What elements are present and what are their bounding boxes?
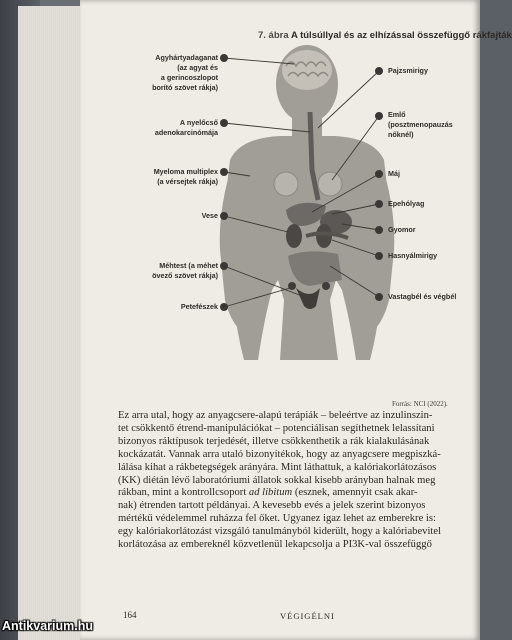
- body-line: tet csökkentő étrend-manipulációkat – potenciálisan segíthetnek lelassítani: [118, 422, 435, 434]
- body-line: mértékű védelemmel ruházza fel őket. Ugyanez igaz lehet az emberekre is:: [118, 513, 436, 525]
- label-myeloma: [138, 167, 218, 187]
- label-line: Pajzsmirigy: [388, 66, 428, 75]
- label-uterus: [138, 261, 218, 281]
- figure-title: [258, 30, 512, 41]
- label-gallbladder: [388, 199, 424, 209]
- label-meningioma: [138, 53, 218, 93]
- label-line: Gyomor: [388, 225, 416, 234]
- kidney-organ-left: [286, 224, 302, 248]
- ovary-organ-left: [288, 282, 296, 290]
- label-line: adenokarcinómája: [154, 128, 218, 137]
- label-marker: [220, 303, 228, 311]
- label-marker: [220, 119, 228, 127]
- label-line: Hasnyálmirigy: [388, 251, 438, 260]
- label-line: a gerincoszlopot: [160, 73, 218, 82]
- body-line: (KK) diétán lévő laboratóriumi állatok sokkal kisebb arányban halnak meg: [118, 474, 436, 486]
- body-paragraph: [118, 410, 474, 552]
- label-pancreas: [388, 251, 437, 261]
- label-marker: [375, 67, 383, 75]
- label-line: nőknél): [388, 130, 414, 139]
- label-line: (posztmenopauzás: [388, 120, 453, 129]
- label-line: Vese: [201, 211, 218, 220]
- label-stomach: [388, 225, 416, 235]
- body-line: rákban, mint a kontrollcsoport ad libitum (esznek, amennyit csak akar-: [118, 487, 418, 499]
- body-line: lálása kihat a rákbetegségek arányára. Mint láthattuk, a kalóriakorlátozásos: [118, 461, 437, 473]
- figure-number: 7. ábra: [258, 30, 289, 41]
- page-number: 164: [123, 610, 137, 620]
- label-line: Méhtest (a méhet: [159, 261, 218, 270]
- label-line: borító szövet rákja): [152, 83, 218, 92]
- label-thyroid: [388, 66, 428, 76]
- label-marker: [375, 252, 383, 260]
- body-silhouette: [220, 45, 395, 360]
- label-line: Epehólyag: [388, 199, 425, 208]
- label-colorectal: [388, 292, 456, 302]
- book-page: [80, 0, 512, 640]
- figure-source: Forrás: NCI (2022).: [392, 400, 448, 408]
- body-line: kockázatát. Vannak arra utaló bizonyítékok, hogy az anyagcsere megpiszká-: [118, 448, 441, 460]
- label-marker: [375, 226, 383, 234]
- label-marker: [220, 54, 228, 62]
- watermark-logo: Antikvarium.hu: [2, 619, 93, 633]
- label-kidney: [138, 211, 218, 221]
- ovary-organ-right: [322, 282, 330, 290]
- body-line: korlátozása az embereknél közvetlenül lekapcsolja a PI3K-val összefüggő: [118, 539, 432, 551]
- body-line: nak) étrenden tartott példányai. A kevesebb evés a jelek szerint bizonyos: [118, 500, 426, 512]
- label-marker: [220, 212, 228, 220]
- body-line: bizonyos ráktípusok terjedését, illetve csökkenthetik a rák kialakulásának: [118, 435, 430, 447]
- label-line: övező szövet rákja): [152, 271, 218, 280]
- breast-organ-left: [274, 172, 298, 196]
- label-line: A nyelőcső: [179, 118, 218, 127]
- label-line: Petefészek: [180, 302, 218, 311]
- breast-organ-right: [318, 172, 342, 196]
- label-marker: [375, 112, 383, 120]
- running-head: VÉGIGÉLNI: [280, 611, 335, 621]
- label-line: Myeloma multiplex: [153, 167, 218, 176]
- kidney-organ-right: [316, 224, 332, 248]
- label-esophagus: [138, 118, 218, 138]
- label-line: (az agyat és: [177, 63, 218, 72]
- label-line: Emlő: [388, 110, 406, 119]
- figure-title-text: A túlsúllyal és az elhízással összefüggő rákfajták: [290, 30, 512, 41]
- brain-organ: [282, 50, 332, 90]
- page-stack-edge: [18, 6, 82, 640]
- body-line: egy kalóriakorlátozást vizsgáló tanulmányból kiderült, hogy a kalóriabevitel: [118, 526, 442, 538]
- label-marker: [375, 293, 383, 301]
- italic-phrase: ad libitum: [248, 487, 293, 499]
- label-marker: [375, 170, 383, 178]
- label-marker: [220, 168, 228, 176]
- label-ovary: [138, 302, 218, 312]
- label-line: Agyhártyadaganat: [155, 53, 218, 62]
- label-line: (a vérsejtek rákja): [157, 177, 218, 186]
- label-marker: [220, 262, 228, 270]
- label-liver: [388, 169, 400, 179]
- label-breast: [388, 110, 453, 140]
- body-line: Ez arra utal, hogy az anyagcsere-alapú terápiák – beleértve az inzulinszin-: [118, 410, 433, 421]
- label-line: Máj: [388, 169, 400, 178]
- label-line: Vastagbél és végbél: [388, 292, 457, 301]
- label-marker: [375, 200, 383, 208]
